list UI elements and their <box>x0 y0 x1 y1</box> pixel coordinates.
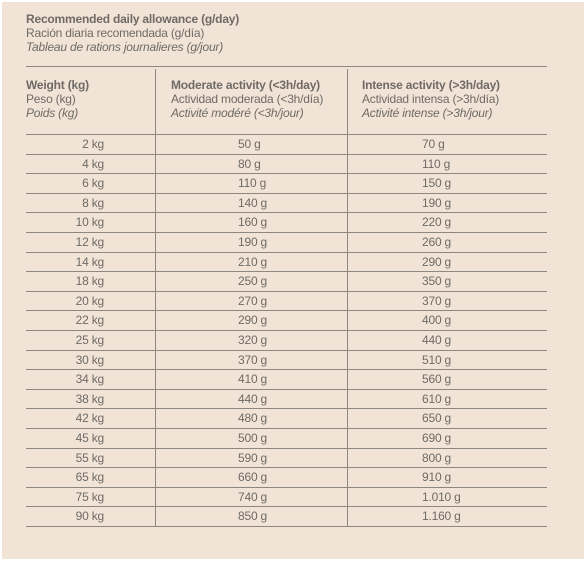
intense-cell: 650 g <box>347 409 547 428</box>
header-intense <box>347 69 547 134</box>
header-moderate-en: Moderate activity (<3h/day) <box>171 78 320 92</box>
header-weight-fr: Poids (kg) <box>26 106 79 120</box>
intense-cell: 70 g <box>347 135 547 154</box>
weight-cell: 8 kg <box>82 195 104 210</box>
top-rule <box>26 66 547 67</box>
intense-cell: 190 g <box>347 194 547 213</box>
weight-cell: 20 kg <box>75 293 104 308</box>
table-row <box>26 507 547 527</box>
weight-cell: 14 kg <box>75 254 104 269</box>
moderate-cell: 290 g <box>155 311 347 330</box>
moderate-cell: 50 g <box>155 135 347 154</box>
table-header <box>26 69 547 135</box>
header-weight <box>26 69 155 134</box>
moderate-cell: 740 g <box>155 488 347 507</box>
title-english: Recommended daily allowance (g/day) <box>26 12 240 26</box>
table-row <box>26 311 547 331</box>
moderate-cell: 410 g <box>155 370 347 389</box>
weight-cell: 34 kg <box>75 372 104 387</box>
moderate-cell: 80 g <box>155 155 347 174</box>
header-weight-en: Weight (kg) <box>26 78 89 92</box>
weight-cell: 45 kg <box>75 430 104 445</box>
moderate-cell: 270 g <box>155 292 347 311</box>
weight-cell: 2 kg <box>82 137 104 151</box>
header-intense-en: Intense activity (>3h/day) <box>362 78 500 92</box>
table-title-block <box>26 12 239 54</box>
moderate-cell: 320 g <box>155 331 347 350</box>
intense-cell: 690 g <box>347 429 547 448</box>
header-moderate-fr: Activité modéré (<3h/jour) <box>171 106 304 120</box>
intense-cell: 400 g <box>347 311 547 330</box>
intense-cell: 110 g <box>347 155 547 174</box>
header-intense-fr: Activité intense (>3h/jour) <box>362 106 493 120</box>
intense-cell: 1.010 g <box>347 488 547 507</box>
table-row <box>26 174 547 194</box>
table-row <box>26 272 547 292</box>
weight-cell: 90 kg <box>75 509 104 524</box>
intense-cell: 1.160 g <box>347 507 547 526</box>
moderate-cell: 660 g <box>155 468 347 487</box>
intense-cell: 220 g <box>347 213 547 232</box>
title-french: Tableau de rations journalieres (g/jour) <box>26 40 224 54</box>
weight-cell: 10 kg <box>75 215 104 230</box>
moderate-cell: 190 g <box>155 233 347 252</box>
weight-cell: 75 kg <box>75 489 104 504</box>
weight-cell: 25 kg <box>75 332 104 347</box>
moderate-cell: 440 g <box>155 390 347 409</box>
intense-cell: 800 g <box>347 449 547 468</box>
header-moderate-es: Actividad moderada (<3h/día) <box>171 92 324 106</box>
table-row <box>26 409 547 429</box>
table-row <box>26 155 547 175</box>
allowance-panel <box>2 2 584 559</box>
moderate-cell: 850 g <box>155 507 347 526</box>
intense-cell: 260 g <box>347 233 547 252</box>
table-row <box>26 331 547 351</box>
weight-cell: 30 kg <box>75 352 104 367</box>
weight-cell: 12 kg <box>75 234 104 249</box>
weight-cell: 38 kg <box>75 391 104 406</box>
table-row <box>26 488 547 508</box>
moderate-cell: 250 g <box>155 272 347 291</box>
table-row <box>26 390 547 410</box>
moderate-cell: 590 g <box>155 449 347 468</box>
intense-cell: 610 g <box>347 390 547 409</box>
table-row <box>26 370 547 390</box>
table-row <box>26 468 547 488</box>
intense-cell: 440 g <box>347 331 547 350</box>
allowance-table <box>26 69 547 527</box>
intense-cell: 290 g <box>347 253 547 272</box>
table-row <box>26 135 547 155</box>
moderate-cell: 480 g <box>155 409 347 428</box>
weight-cell: 22 kg <box>75 313 104 328</box>
moderate-cell: 210 g <box>155 253 347 272</box>
table-row <box>26 292 547 312</box>
table-body <box>26 135 547 527</box>
moderate-cell: 140 g <box>155 194 347 213</box>
weight-cell: 18 kg <box>75 274 104 289</box>
intense-cell: 910 g <box>347 468 547 487</box>
table-row <box>26 213 547 233</box>
intense-cell: 370 g <box>347 292 547 311</box>
table-row <box>26 429 547 449</box>
table-row <box>26 449 547 469</box>
intense-cell: 350 g <box>347 272 547 291</box>
weight-cell: 42 kg <box>75 411 104 426</box>
table-row <box>26 351 547 371</box>
moderate-cell: 500 g <box>155 429 347 448</box>
moderate-cell: 160 g <box>155 213 347 232</box>
header-moderate <box>155 69 347 134</box>
header-weight-es: Peso (kg) <box>26 92 76 106</box>
weight-cell: 55 kg <box>75 450 104 465</box>
table-row <box>26 233 547 253</box>
header-intense-es: Actividad intensa (>3h/día) <box>362 92 500 106</box>
table-row <box>26 194 547 214</box>
weight-cell: 4 kg <box>82 156 104 171</box>
weight-cell: 6 kg <box>82 176 104 191</box>
moderate-cell: 370 g <box>155 351 347 370</box>
intense-cell: 510 g <box>347 351 547 370</box>
intense-cell: 150 g <box>347 174 547 193</box>
title-spanish: Ración diaria recomendada (g/día) <box>26 26 205 40</box>
table-row <box>26 253 547 273</box>
intense-cell: 560 g <box>347 370 547 389</box>
weight-cell: 65 kg <box>75 470 104 485</box>
moderate-cell: 110 g <box>155 174 347 193</box>
